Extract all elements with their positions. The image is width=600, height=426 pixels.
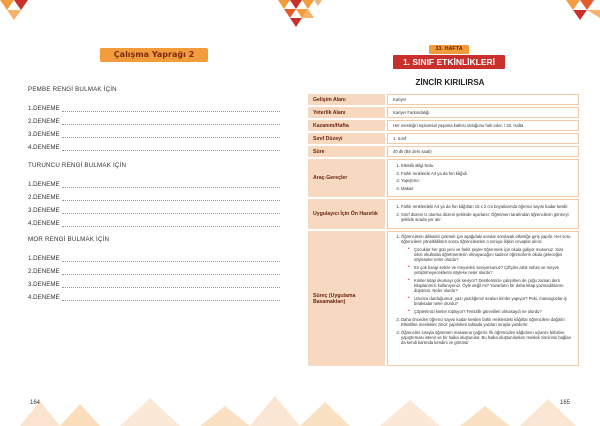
attempt-line[interactable]: 2.DENEME [28, 188, 280, 201]
section-title: 1. SINIF ETKİNLİKLERİ [393, 55, 505, 69]
row-value: Her mesleğin toplumsal yaşama katkısı olduğunu fark eder. / 33. Hafta [387, 120, 579, 131]
question-bullet: • En çok hangi sebze ve meyveleri seviyorsunuz? Çiftçiler artık sebze ve meyve yetiştirmeyeceklerini söylese neler olurdu? [409, 265, 573, 275]
row-sure [308, 146, 579, 157]
worksheet-title: Çalışma Yaprağı 2 [100, 48, 208, 62]
attempt-line[interactable]: 3.DENEME [28, 125, 280, 138]
row-value: 40 dk (Bir ders saati) [387, 146, 579, 157]
week-badge: 33. HAFTA [429, 45, 469, 54]
question-bullet: • Uzunca durduğumuz, yazı yazdığımız sıraları kimler yapıyor? Peki, marangozlar iş bıraksalar neler olurdu? [409, 296, 573, 306]
row-label: Uygulayıcı İçin Ön Hazırlık [308, 199, 385, 229]
row-value: Kariyer Farkındalığı [387, 107, 579, 118]
activity-title: ZİNCİR KIRILIRSA [415, 78, 485, 87]
attempt-line[interactable]: 4.DENEME [28, 138, 280, 151]
question-bullet: • Çocuklar her gün yeni ve farklı şeyler öğrenmek için okula gidiyor musunuz. Size sıkılı okullarda öğretmenlerin olmayacağını sadece öğrencilerin okula geleceğini söyleseler neler olurdu? [409, 247, 573, 262]
question-bullet: • Kimler kitap okumayı çok seviyor? Derslerimize çalışırken de çoğu zaman ders kitaplarımızı kullanıyoruz. Öyle değil mi? Yazarların bir daha kitap yazmadıklarını düşünün. Neler olurdu? [409, 278, 573, 293]
attempt-line[interactable]: 1.DENEME [28, 175, 280, 188]
orange-group [28, 162, 280, 227]
material-item: 3. Yapıştırıcı [401, 178, 467, 183]
row-gelisim [308, 94, 579, 105]
attempt-line[interactable]: 3.DENEME [28, 201, 280, 214]
group-label: MOR RENGİ BULMAK İÇİN [28, 236, 110, 243]
row-label: Kazanım/Hafta [308, 120, 385, 131]
attempt-line[interactable]: 2.DENEME [28, 262, 280, 275]
attempt-line[interactable]: 1.DENEME [28, 99, 280, 112]
step-item: 2. Daha önceden öğrenci sayısı kadar kesilen farklı renklerdeki kâğıtlar öğrencilere dağıtılır. Etkinlikte meslekler zincir yapılırken tahtada yazıları sırayla yazdırılır. [401, 317, 573, 327]
row-label: Araç-Gereçler [308, 159, 385, 197]
row-value: Kariyer [387, 94, 579, 105]
step-item: 1. Öğrencilerin dikkatini çekmek için aşağıdaki sorular sorularak etkinliğe giriş yapılır. Her soru öğrencilere yöneltildikten sonra öğrencilerden o soruya ilişkin cevaplar alınır. • Çocuklar her gün yeni ve farklı şeyler öğrenmek için okula gidiyor musunuz. Size sıkılı okullarda öğretmenlerin olmayacağını sadece öğrencilerin okula geleceğini söyleseler neler olurdu? • En çok hangi sebze ve meyveleri seviyorsunuz? Çiftçiler artık sebze ve meyve yetiştirmeyeceklerini söylese neler olurdu? • Kimler kitap okumayı çok seviyor? Derslerimize çalışırken de çoğu zaman ders kitaplarımızı kullanıyoruz. Öyle değil mi? Yazarların bir daha kitap yazmadıklarını düşünün. Neler olurdu? • Uzunca durduğumuz, yazı yazdığımız sıraları kimler yapıyor? Peki, marangozlar iş bıraksalar neler olurdu? • Çöplerimizi kimler topluyor? Temizlik görevlileri olmasaydı ne olurdu? [401, 234, 573, 314]
row-label: Yeterlik Alanı [308, 107, 385, 118]
row-surec [308, 231, 579, 366]
purple-group [28, 236, 280, 301]
row-value [387, 231, 579, 366]
material-item: 1. Etkinlik Bilgi Notu [401, 163, 467, 168]
row-label: Süre [308, 146, 385, 157]
row-label: Gelişim Alanı [308, 94, 385, 105]
attempt-line[interactable]: 4.DENEME [28, 288, 280, 301]
attempt-line[interactable]: 1.DENEME [28, 249, 280, 262]
row-value: 1. Sınıf [387, 133, 579, 144]
group-label: TURUNCU RENGİ BULMAK İÇİN [28, 162, 127, 169]
right-page [300, 0, 600, 426]
row-value [387, 199, 579, 229]
material-item: 4. Makas [401, 186, 467, 191]
row-hazirlik [308, 199, 579, 229]
question-bullet: • Çöplerimizi kimler topluyor? Temizlik görevlileri olmasaydı ne olurdu? [409, 309, 573, 314]
page-number: 164 [30, 400, 41, 406]
prep-item: 2. Sınıf düzeni U oturma düzeni şeklinde ayarlanır. Öğretmen tarafından öğrencilerin görmeyi şeklide sırada yer alır. [401, 212, 573, 222]
step-item: 3. Öğrenciler sırayla öğretmen masasına çağırılır. İlk öğrenciden kâğıdının uçlarını birbirine yapıştırması istenir ve bir halka oluşturulur. Bu halka oluşturulurken meslek zincirinin bağları da kendi kartında kendini ve görünür [401, 330, 573, 345]
pink-group [28, 86, 280, 151]
row-sinif [308, 133, 579, 144]
row-label: Sınıf Düzeyi [308, 133, 385, 144]
page-number: 165 [559, 400, 570, 406]
attempt-line[interactable]: 4.DENEME [28, 214, 280, 227]
row-kazanim [308, 120, 579, 131]
prep-item: 1. Farklı renklerdeki A4 ya da fon kâğıtları 15 x 2 cm boyutlarında öğrenci sayısı kadar kesilir. [401, 204, 573, 209]
group-label: PEMBE RENGİ BULMAK İÇİN [28, 86, 117, 93]
attempt-line[interactable]: 2.DENEME [28, 112, 280, 125]
row-value [387, 159, 579, 197]
row-label: Süreç (Uygulama Basamakları) [308, 231, 385, 366]
row-arac [308, 159, 579, 197]
activity-table [308, 94, 579, 368]
material-item: 2. Farklı renklerde A4 ya da fon kâğıdı [401, 171, 467, 176]
row-yeterlik [308, 107, 579, 118]
attempt-line[interactable]: 3.DENEME [28, 275, 280, 288]
